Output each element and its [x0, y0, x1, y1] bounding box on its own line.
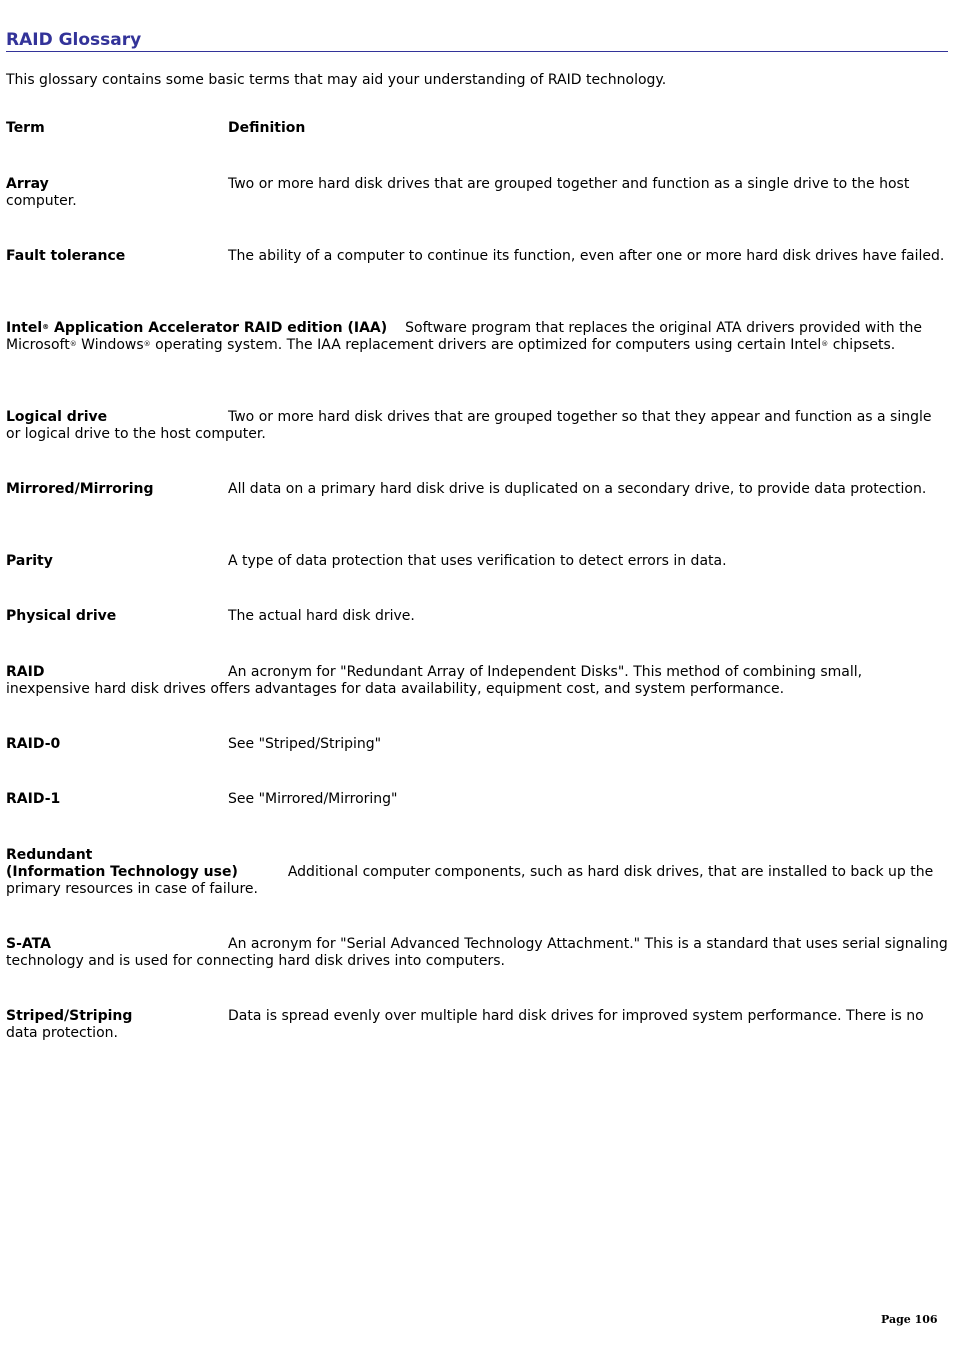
glossary-entry-mirrored	[6, 481, 948, 498]
glossary-term: S-ATA	[6, 936, 51, 952]
definition-part-a: Software program that replaces the original ATA drivers provided with the Microsoft	[6, 320, 923, 353]
glossary-definition: All data on a primary hard disk drive is duplicated on a secondary drive, to provide data protection.	[228, 481, 927, 497]
registered-mark: ®	[42, 323, 50, 331]
glossary-term	[6, 320, 387, 336]
glossary-term-line2: (Information Technology use)	[6, 864, 238, 880]
glossary-entry-fault-tolerance	[6, 248, 948, 265]
page-title: RAID Glossary	[6, 30, 948, 52]
glossary-term: Parity	[6, 553, 53, 569]
glossary-term: Array	[6, 176, 49, 192]
glossary-entry-raid	[6, 664, 948, 698]
definition-part-b: Windows	[81, 337, 144, 353]
glossary-header	[6, 120, 948, 137]
glossary-term: Fault tolerance	[6, 248, 126, 264]
glossary-definition: An acronym for "Redundant Array of Independent Disks". This method of combining small, inexpensive hard disk drives offers advantages for data availability, equipment cost, and system performance.	[6, 664, 863, 697]
glossary-definition: Data is spread evenly over multiple hard disk drives for improved system performance. There is no data protection.	[6, 1008, 924, 1041]
glossary-entry-raid-1	[6, 791, 948, 808]
glossary-definition: Two or more hard disk drives that are grouped together so that they appear and function as a single or logical drive to the host computer.	[6, 409, 932, 442]
glossary-entry-parity	[6, 553, 948, 570]
glossary-definition: See "Striped/Striping"	[228, 736, 382, 752]
definition-column-header: Definition	[228, 120, 306, 136]
glossary-entry-redundant	[6, 847, 948, 898]
glossary-definition: See "Mirrored/Mirroring"	[228, 791, 398, 807]
term-column-header: Term	[6, 120, 45, 136]
glossary-entry-striped	[6, 1008, 948, 1042]
registered-mark: ®	[821, 340, 829, 348]
page-number: Page 106	[881, 1313, 938, 1326]
glossary-term: Striped/Striping	[6, 1008, 133, 1024]
glossary-term-line1: Redundant	[6, 847, 93, 863]
glossary-term: Logical drive	[6, 409, 108, 425]
glossary-definition: The actual hard disk drive.	[228, 608, 415, 624]
glossary-entry-s-ata	[6, 936, 948, 970]
glossary-definition: Two or more hard disk drives that are grouped together and function as a single drive to the host computer.	[6, 176, 910, 209]
glossary-definition: An acronym for "Serial Advanced Technology Attachment." This is a standard that uses serial signaling technology and is used for connecting hard disk drives into computers.	[6, 936, 948, 969]
intro-paragraph: This glossary contains some basic terms that may aid your understanding of RAID technology.	[6, 72, 667, 88]
glossary-definition: Additional computer components, such as hard disk drives, that are installed to back up the primary resources in case of failure.	[6, 864, 934, 897]
definition-part-d: chipsets.	[832, 337, 896, 353]
glossary-term: Mirrored/Mirroring	[6, 481, 154, 497]
glossary-term: RAID-0	[6, 736, 61, 752]
glossary-definition: A type of data protection that uses verification to detect errors in data.	[228, 553, 727, 569]
glossary-entry-raid-0	[6, 736, 948, 753]
glossary-term: RAID	[6, 664, 45, 680]
term-intel: Intel	[6, 320, 43, 336]
glossary-entry-intel-iaa	[6, 320, 948, 354]
registered-mark: ®	[69, 340, 77, 348]
registered-mark: ®	[143, 340, 151, 348]
glossary-entry-physical-drive	[6, 608, 948, 625]
glossary-term: RAID-1	[6, 791, 61, 807]
glossary-definition: The ability of a computer to continue its function, even after one or more hard disk drives have failed.	[228, 248, 945, 264]
term-rest: Application Accelerator RAID edition (IAA)	[54, 320, 388, 336]
glossary-entry-array	[6, 176, 948, 210]
glossary-term: Physical drive	[6, 608, 117, 624]
glossary-entry-logical-drive	[6, 409, 948, 443]
definition-part-c: operating system. The IAA replacement drivers are optimized for computers using certain Intel	[155, 337, 822, 353]
